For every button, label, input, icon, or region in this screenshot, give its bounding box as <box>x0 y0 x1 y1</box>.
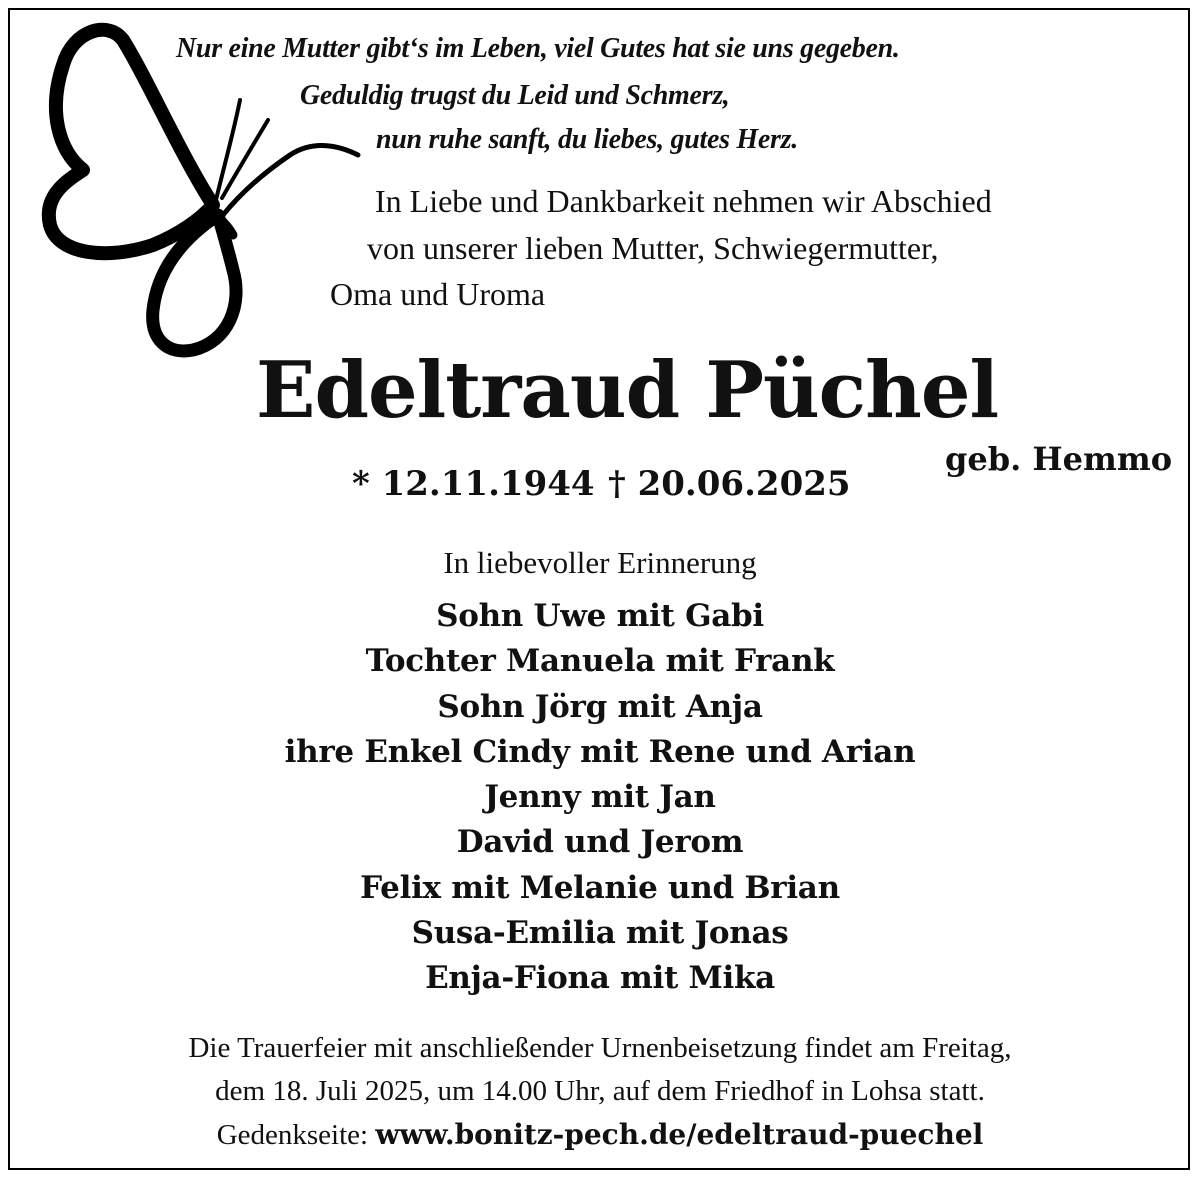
mourner-line: ihre Enkel Cindy mit Rene und Arian <box>284 733 916 770</box>
mourner-line: Susa-Emilia mit Jonas <box>411 915 789 952</box>
memorial-page-link[interactable]: www.bonitz-pech.de/edeltraud-puechel <box>375 1118 984 1151</box>
deceased-name: Edeltraud Püchel <box>256 345 999 436</box>
death-date: † 20.06.2025 <box>608 464 851 504</box>
memorial-page-label: Gedenkseite: <box>216 1119 369 1151</box>
butterfly-icon <box>28 20 388 365</box>
poem-line-2: Geduldig trugst du Leid und Schmerz, <box>300 80 730 111</box>
mourner-line: Felix mit Melanie und Brian <box>360 869 840 906</box>
funeral-line-2: dem 18. Juli 2025, um 14.00 Uhr, auf dem Friedhof in Lohsa statt. <box>215 1075 985 1107</box>
birth-date: * 12.11.1944 <box>352 464 595 504</box>
mourner-list <box>0 598 1200 1006</box>
mourner-line: Enja-Fiona mit Mika <box>425 960 775 997</box>
memory-heading: In liebevoller Erinnerung <box>443 545 757 580</box>
poem-line-1: Nur eine Mutter gibt‘s im Leben, viel Gutes hat sie uns gegeben. <box>176 33 900 64</box>
maiden-name: geb. Hemmo <box>945 440 1173 478</box>
intro-line-2: von unserer lieben Mutter, Schwiegermutter, <box>367 230 939 266</box>
mourner-line: Sohn Jörg mit Anja <box>437 688 763 725</box>
intro-line-3: Oma und Uroma <box>330 276 546 312</box>
mourner-line: Jenny mit Jan <box>484 779 716 816</box>
memorial-page <box>0 1118 1200 1152</box>
poem-line-3: nun ruhe sanft, du liebes, gutes Herz. <box>376 124 798 155</box>
mourner-line: David und Jerom <box>456 824 744 861</box>
funeral-line-1: Die Trauerfeier mit anschließender Urnenbeisetzung findet am Freitag, <box>188 1032 1012 1064</box>
intro-line-1: In Liebe und Dankbarkeit nehmen wir Abschied <box>375 183 992 219</box>
mourner-line: Sohn Uwe mit Gabi <box>436 598 764 634</box>
mourner-line: Tochter Manuela mit Frank <box>365 643 835 680</box>
